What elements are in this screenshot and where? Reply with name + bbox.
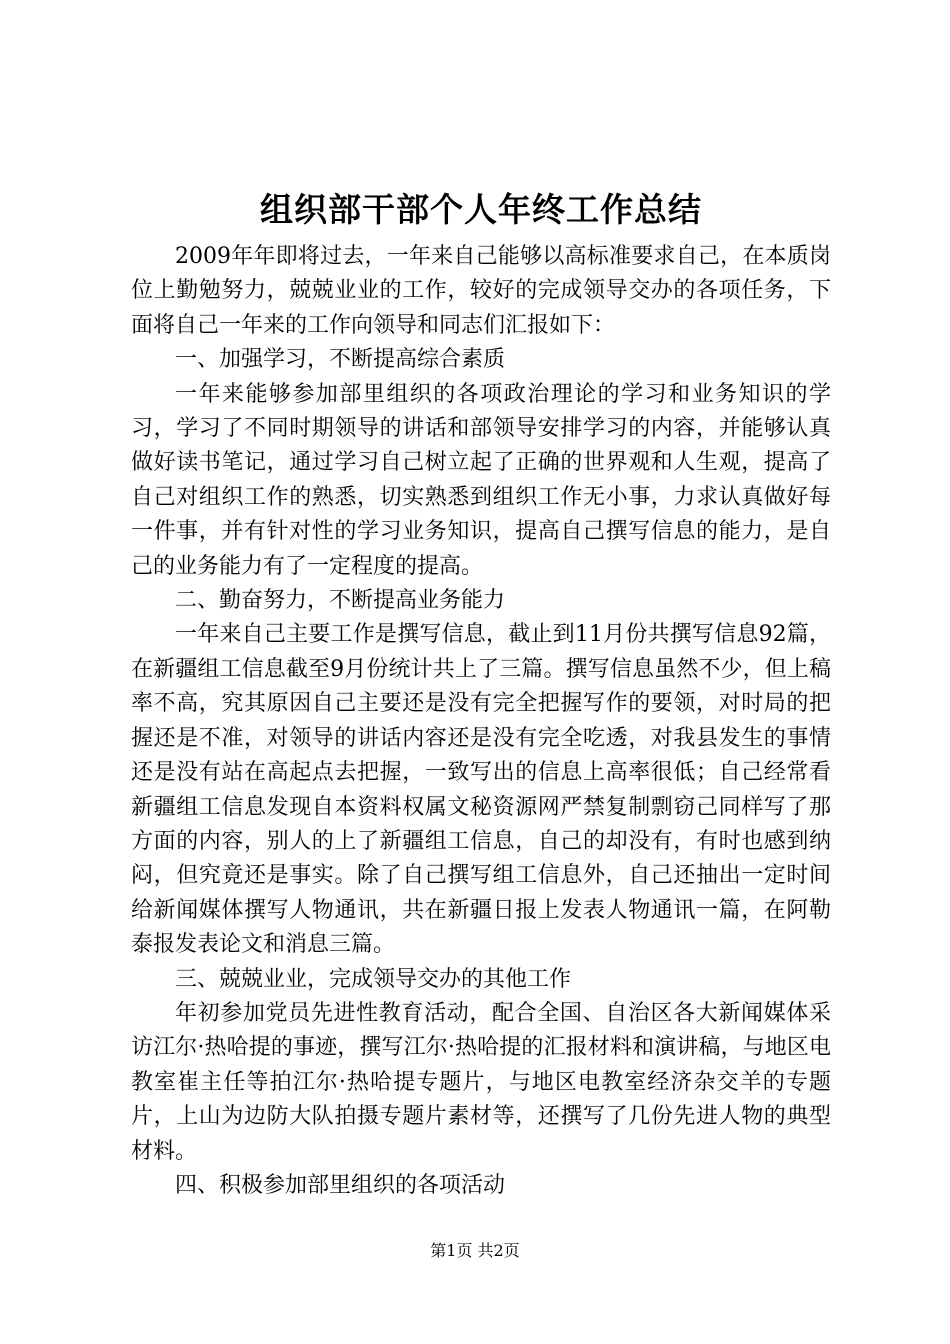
- section-paragraph-2: 一年来自己主要工作是撰写信息，截止到11月份共撰写信息92篇，在新疆组工信息截至9月份统计共上了三篇。撰写信息虽然不少，但上稿率不高，究其原因自己主要还是没有完全把握写作的要领，对时局的把握还是不准，对领导的讲话内容还是没有完全吃透，对我县发生的事情还是没有站在高起点去把握，一致写出的信息上高率很低；自己经常看新疆组工信息发现自本资料权属文秘资源网严禁复制剽窃己同样写了那方面的内容，别人的上了新疆组工信息，自己的却没有，有时也感到纳闷，但究竟还是事实。除了自己撰写组工信息外，自己还抽出一定时间给新闻媒体撰写人物通讯，共在新疆日报上发表人物通讯一篇，在阿勒泰报发表论文和消息三篇。: [131, 622, 831, 958]
- document-body: [131, 180, 831, 1203]
- section-heading-4: 四、积极参加部里组织的各项活动: [175, 1172, 506, 1198]
- page-footer: 第1页 共2页: [430, 1241, 520, 1260]
- section-paragraph-3: 年初参加党员先进性教育活动，配合全国、自治区各大新闻媒体采访江尔·热哈提的事迹，撰写江尔·热哈提的汇报材料和演讲稿，与地区电教室崔主任等拍江尔·热哈提专题片，与地区电教室经济杂交羊的专题片，上山为边防大队拍摄专题片素材等，还撰写了几份先进人物的典型材料。: [131, 1000, 831, 1164]
- section-heading-3: 三、兢兢业业，完成领导交办的其他工作: [175, 966, 572, 992]
- section-heading-2: 二、勤奋努力，不断提高业务能力: [175, 588, 506, 614]
- intro-paragraph: 2009年年即将过去，一年来自己能够以高标准要求自己，在本质岗位上勤勉努力，兢兢业业的工作，较好的完成领导交办的各项任务，下面将自己一年来的工作向领导和同志们汇报如下：: [131, 244, 831, 338]
- section-paragraph-1: 一年来能够参加部里组织的各项政治理论的学习和业务知识的学习，学习了不同时期领导的讲话和部领导安排学习的内容，并能够认真做好读书笔记，通过学习自己树立起了正确的世界观和人生观，提高了自己对组织工作的熟悉，切实熟悉到组织工作无小事，力求认真做好每一件事，并有针对性的学习业务知识，提高自己撰写信息的能力，是自己的业务能力有了一定程度的提高。: [131, 381, 831, 579]
- section-heading-1: 一、加强学习，不断提高综合素质: [175, 347, 506, 373]
- document-title: 组织部干部个人年终工作总结: [260, 190, 702, 229]
